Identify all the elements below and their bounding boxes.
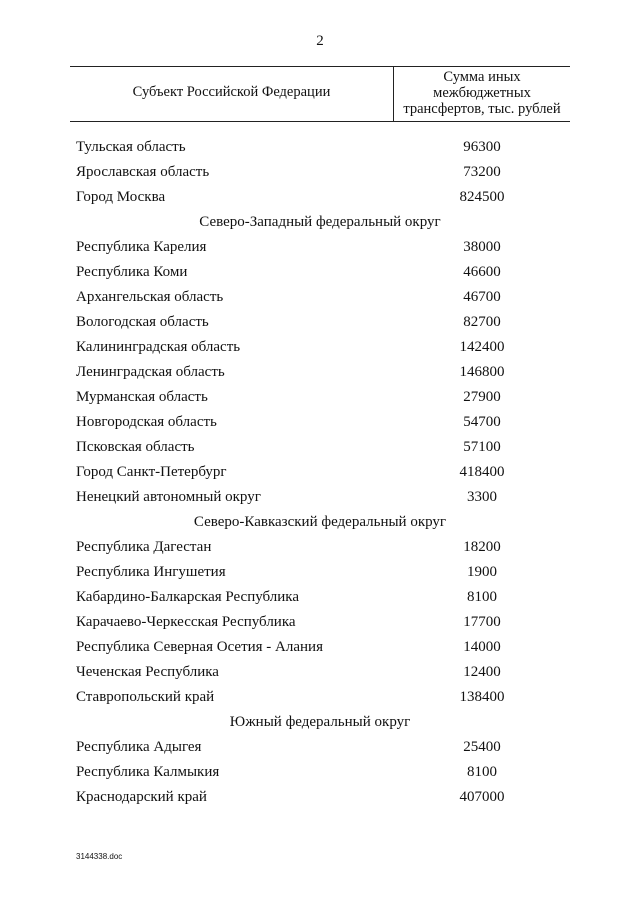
subject-name: Республика Калмыкия bbox=[76, 764, 220, 780]
table-row bbox=[0, 686, 640, 711]
table-row bbox=[0, 611, 640, 636]
subject-name: Республика Коми bbox=[76, 264, 188, 280]
transfer-amount: 407000 bbox=[459, 789, 505, 805]
transfer-amount: 73200 bbox=[463, 164, 501, 180]
subject-name: Карачаево-Черкесская Республика bbox=[76, 614, 296, 630]
table-section-row bbox=[0, 211, 640, 236]
table-section-row bbox=[0, 511, 640, 536]
subject-name: Республика Адыгея bbox=[76, 739, 202, 755]
subject-name: Вологодская область bbox=[76, 314, 209, 330]
subject-name: Псковская область bbox=[76, 439, 195, 455]
subject-name: Мурманская область bbox=[76, 389, 208, 405]
transfer-amount: 96300 bbox=[463, 139, 501, 155]
table-row bbox=[0, 486, 640, 511]
table-row bbox=[0, 361, 640, 386]
subject-name: Кабардино-Балкарская Республика bbox=[76, 589, 300, 605]
table-row bbox=[0, 436, 640, 461]
transfer-amount: 54700 bbox=[463, 414, 501, 430]
transfer-amount: 46600 bbox=[463, 264, 501, 280]
table-row bbox=[0, 736, 640, 761]
table-header-bottom-rule bbox=[70, 121, 570, 122]
subject-name: Ставропольский край bbox=[76, 689, 215, 705]
federal-district-title: Северо-Западный федеральный округ bbox=[199, 214, 441, 230]
table-row bbox=[0, 786, 640, 811]
transfer-amount: 17700 bbox=[463, 614, 501, 630]
table-row bbox=[0, 761, 640, 786]
subject-name: Республика Карелия bbox=[76, 239, 207, 255]
transfer-amount: 142400 bbox=[459, 339, 505, 355]
transfer-amount: 25400 bbox=[463, 739, 501, 755]
subject-name: Республика Ингушетия bbox=[76, 564, 226, 580]
transfer-amount: 418400 bbox=[459, 464, 505, 480]
table-row bbox=[0, 661, 640, 686]
column-header-amount bbox=[394, 69, 570, 117]
table-row bbox=[0, 236, 640, 261]
subject-name: Тульская область bbox=[76, 139, 186, 155]
table-row bbox=[0, 161, 640, 186]
table-row bbox=[0, 636, 640, 661]
federal-district-title: Северо-Кавказский федеральный округ bbox=[193, 514, 447, 530]
column-header-subject: Субъект Российской Федерации bbox=[132, 84, 331, 100]
transfer-amount: 138400 bbox=[459, 689, 505, 705]
subject-name: Архангельская область bbox=[76, 289, 224, 305]
subject-name: Республика Дагестан bbox=[76, 539, 212, 555]
transfer-amount: 1900 bbox=[467, 564, 497, 580]
column-header-amount-line-3: трансфертов, тыс. рублей bbox=[403, 101, 561, 117]
table-row bbox=[0, 261, 640, 286]
column-header-amount-line-1: Сумма иных bbox=[443, 69, 521, 85]
table-row bbox=[0, 286, 640, 311]
transfer-amount: 824500 bbox=[459, 189, 505, 205]
table-section-row bbox=[0, 711, 640, 736]
table-row bbox=[0, 586, 640, 611]
table-row bbox=[0, 561, 640, 586]
table-row bbox=[0, 186, 640, 211]
transfer-amount: 57100 bbox=[463, 439, 501, 455]
table-row bbox=[0, 411, 640, 436]
transfer-amount: 8100 bbox=[467, 764, 497, 780]
transfer-amount: 82700 bbox=[463, 314, 501, 330]
subject-name: Калининградская область bbox=[76, 339, 241, 355]
transfer-amount: 18200 bbox=[463, 539, 501, 555]
table-row bbox=[0, 136, 640, 161]
subject-name: Город Москва bbox=[76, 189, 166, 205]
subject-name: Ненецкий автономный округ bbox=[76, 489, 261, 505]
subject-name: Республика Северная Осетия - Алания bbox=[76, 639, 323, 655]
table-row bbox=[0, 336, 640, 361]
document-footer-filename: 3144338.doc bbox=[76, 852, 123, 861]
transfer-amount: 46700 bbox=[463, 289, 501, 305]
transfer-amount: 27900 bbox=[463, 389, 501, 405]
transfer-amount: 8100 bbox=[467, 589, 497, 605]
subject-name: Ярославская область bbox=[76, 164, 210, 180]
column-header-amount-line-2: межбюджетных bbox=[433, 85, 531, 101]
federal-district-title: Южный федеральный округ bbox=[229, 714, 411, 730]
table-row bbox=[0, 386, 640, 411]
transfer-amount: 12400 bbox=[463, 664, 501, 680]
table-row bbox=[0, 536, 640, 561]
table-body bbox=[0, 136, 640, 811]
table-row bbox=[0, 311, 640, 336]
subject-name: Ленинградская область bbox=[76, 364, 225, 380]
table-header-top-rule bbox=[70, 66, 570, 67]
subject-name: Краснодарский край bbox=[76, 789, 207, 805]
subject-name: Новгородская область bbox=[76, 414, 217, 430]
transfer-amount: 14000 bbox=[463, 639, 501, 655]
subject-name: Город Санкт-Петербург bbox=[76, 464, 227, 480]
transfer-amount: 146800 bbox=[459, 364, 505, 380]
page-number: 2 bbox=[316, 33, 324, 49]
transfer-amount: 38000 bbox=[463, 239, 501, 255]
subject-name: Чеченская Республика bbox=[76, 664, 219, 680]
table-row bbox=[0, 461, 640, 486]
transfer-amount: 3300 bbox=[467, 489, 497, 505]
